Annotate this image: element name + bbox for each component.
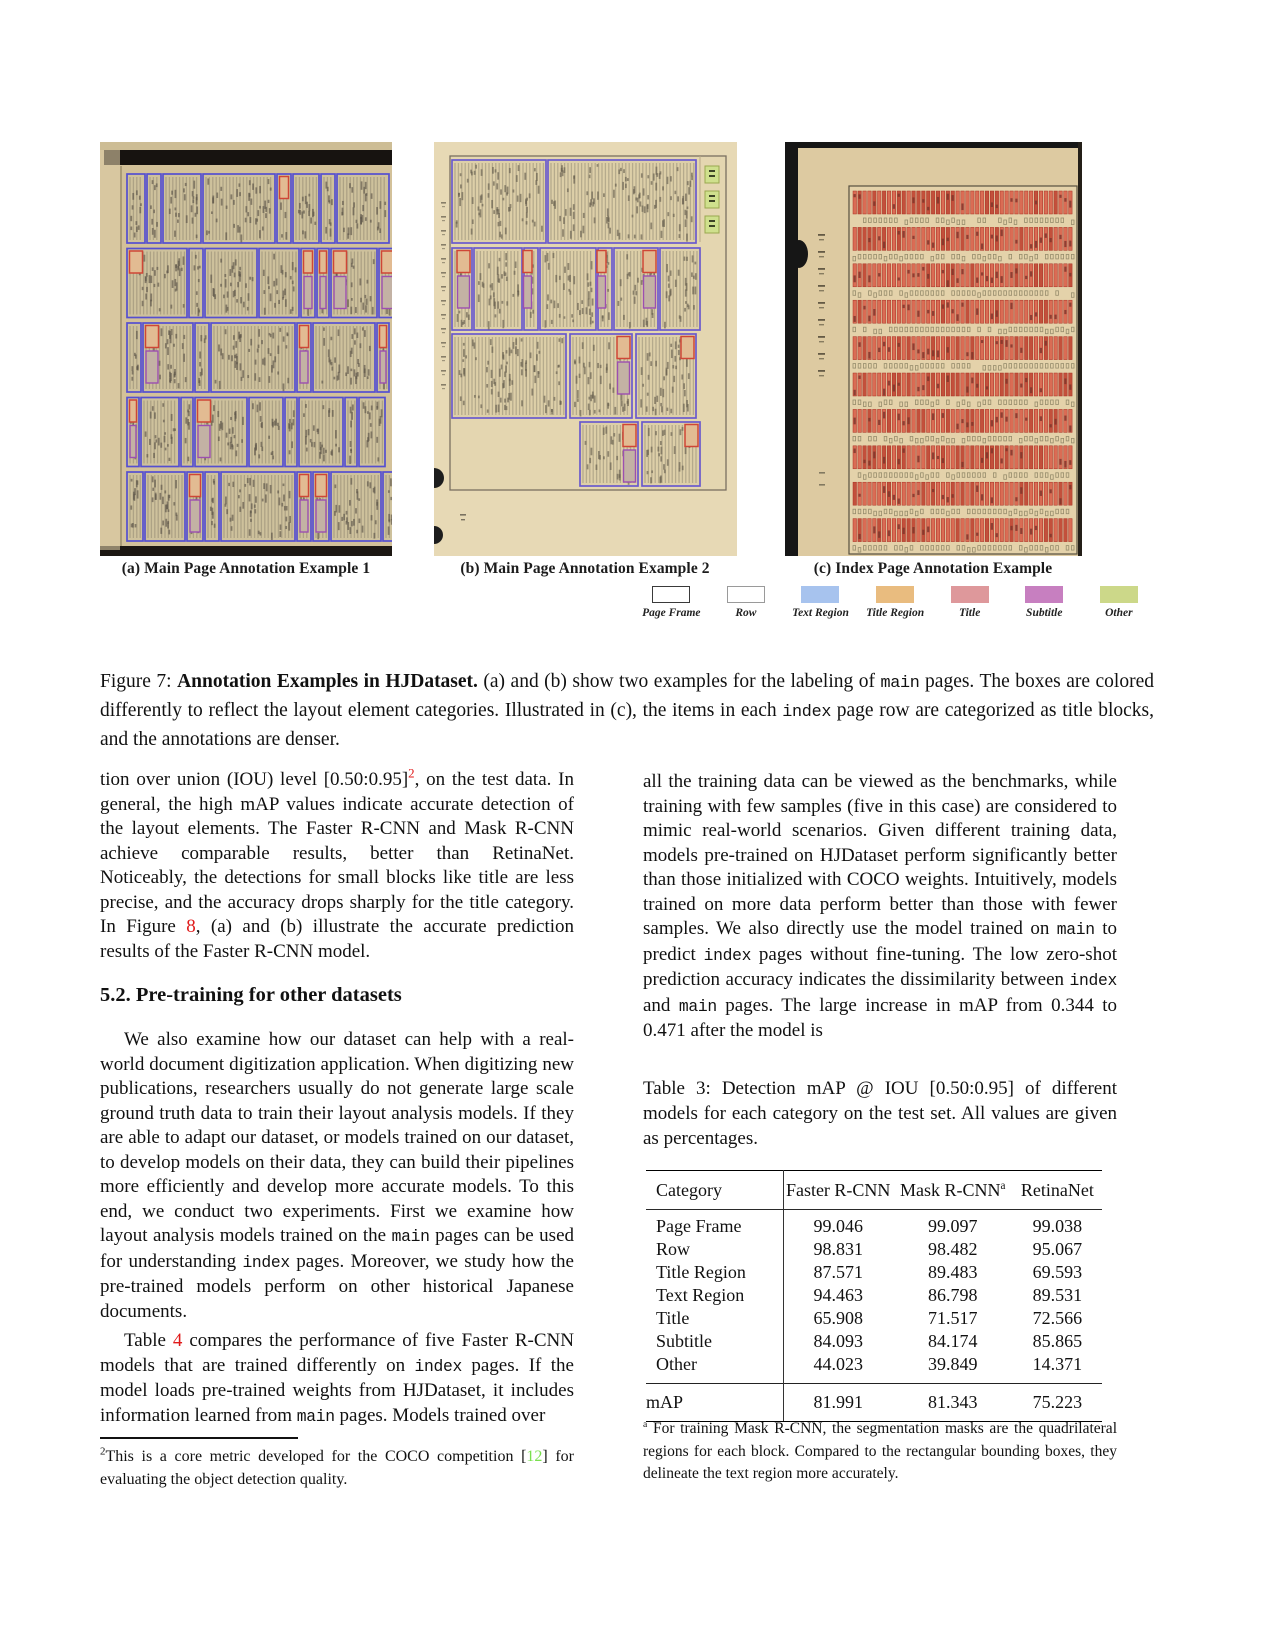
- legend-item: [634, 586, 709, 619]
- legend-item: [932, 586, 1007, 619]
- ref-link[interactable]: 8: [186, 916, 196, 937]
- legend-label: Subtitle: [1026, 607, 1063, 619]
- table-cell: 89.531: [1032, 1285, 1083, 1305]
- table-header-row: [646, 1171, 1102, 1210]
- legend-label: Title: [959, 607, 981, 619]
- table-cell: 71.517: [927, 1308, 978, 1328]
- section-heading: 5.2. Pre-training for other datasets: [100, 984, 402, 1006]
- legend-swatch: [727, 586, 765, 603]
- subcaption-a: (a) Main Page Annotation Example 1: [121, 560, 371, 577]
- table-cell: 94.463: [813, 1285, 863, 1305]
- table-cell: 85.865: [1032, 1331, 1083, 1351]
- table-cell: mAP: [646, 1384, 783, 1422]
- table-header-cell: Mask R-CNN$^a$: [893, 1171, 1013, 1210]
- legend-item: [1082, 586, 1157, 619]
- table-cell: 86.798: [927, 1285, 978, 1305]
- table-cell: 87.571: [813, 1262, 863, 1282]
- table-row: [646, 1210, 1102, 1239]
- table-cell: 44.023: [813, 1354, 863, 1374]
- table-cell: 81.991: [783, 1384, 892, 1422]
- table-cell: 99.097: [927, 1216, 978, 1236]
- table-header-cell: Faster R-CNN: [783, 1171, 892, 1210]
- body-paragraph: Table 4 compares the performance of five Faster R-CNN models that are trained differently on index pages. If the model loads pre-trained weights from HJDataset, it includes information learned from main pages. Models trained over: [100, 1330, 574, 1426]
- table-row: [646, 1238, 1102, 1261]
- table-cell: 98.831: [813, 1239, 863, 1259]
- legend-swatch: [1025, 586, 1063, 603]
- figure-image-main-page-example-2: [434, 142, 737, 556]
- table-cell: Text Region: [646, 1284, 783, 1307]
- table-cell: 14.371: [1032, 1354, 1083, 1374]
- table-row: [646, 1261, 1102, 1284]
- footnote-rule: [100, 1437, 298, 1439]
- table-header-cell: Category: [646, 1171, 783, 1210]
- legend-label: Row: [735, 607, 757, 619]
- table-cell: Title Region: [646, 1261, 783, 1284]
- legend-label: Title Region: [866, 607, 925, 619]
- footnote: $^2$This is a core metric developed for the COCO competition [12] for evaluating the object detection quality.: [100, 1445, 575, 1488]
- legend-swatch: [951, 586, 989, 603]
- body-paragraph: tion over union (IOU) level [0.50:0.95]$^2$, on the test data. In general, the high mAP values indicate accurate detection of the layout elements. The Faster R-CNN and Mask R-CNN achieve comparable results, better than RetinaNet. Noticeably, the detections for small blocks like title are less precise, and the accuracy drops sharply for the title category. In Figure 8, (a) and (b) illustrate the accurate prediction results of the Faster R-CNN model.: [100, 765, 575, 962]
- table-cell: 89.483: [927, 1262, 978, 1282]
- table-row: [646, 1353, 1102, 1384]
- table-cell: 69.593: [1032, 1262, 1083, 1282]
- table-footnote: $^a$ For training Mask R-CNN, the segmentation masks are the quadrilateral regions for each block. Compared to the rectangular bounding boxes, they delineate the text region more accurately.: [643, 1418, 1117, 1482]
- table-cell: 84.174: [927, 1331, 978, 1351]
- table-row: [646, 1307, 1102, 1330]
- body-paragraph: We also examine how our dataset can help with a real-world document digitization application. When digitizing new publications, researchers usually do not generate large scale ground truth data to train their layout analysis models. If they are able to adapt our dataset, or models trained on our dataset, to develop models on their data, they can build their pipelines more efficiently and develop more accurate models. To this end, we conduct two experiments. First we examine how layout analysis models trained on the main pages can be used for understanding index pages. Moreover, we study how the pre-trained models perform on other historical Japanese documents.: [100, 1029, 574, 1322]
- ref-link[interactable]: 4: [172, 1330, 183, 1351]
- table-caption: Table 3: Detection mAP @ IOU [0.50:0.95] of different models for each category on the test set. All values are given as percentages.: [643, 1078, 1117, 1149]
- figure-legend: [634, 586, 1156, 619]
- table-map-row: [646, 1384, 1102, 1422]
- table-cell: 84.093: [813, 1331, 863, 1351]
- legend-item: [1007, 586, 1082, 619]
- legend-label: Page Frame: [642, 607, 701, 619]
- legend-item: [783, 586, 858, 619]
- table-cell: 95.067: [1032, 1239, 1083, 1259]
- table-cell: Title: [646, 1307, 783, 1330]
- table-row: [646, 1330, 1102, 1353]
- table-cell: 99.038: [1032, 1216, 1083, 1236]
- legend-swatch: [801, 586, 839, 603]
- table-cell: 39.849: [927, 1354, 978, 1374]
- table-cell: Subtitle: [646, 1330, 783, 1353]
- body-paragraph: all the training data can be viewed as the benchmarks, while training with few samples (five in this case) are considered to mimic real-world scenarios. Given different training data, models pre-trained on HJDataset perform significantly better than those initialized with COCO weights. Intuitively, models trained on more data perform better than those with fewer samples. We also directly use the model trained on main to predict index pages without fine-tuning. The low zero-shot prediction accuracy indicates the dissimilarity between index and main pages. The large increase in mAP from 0.344 to 0.471 after the model is: [643, 771, 1117, 1041]
- figure-image-index-page-example: [785, 142, 1082, 556]
- figure-image-main-page-example-1: [100, 142, 392, 556]
- figure-caption: Figure 7: Annotation Examples in HJDataset. (a) and (b) show two examples for the labeling of main pages. The boxes are colored differently to reflect the layout element categories. Illustrated in (c), the items in each index page row are categorized as title blocks, and the annotations are denser.: [100, 671, 1154, 750]
- table-cell: Other: [646, 1353, 783, 1384]
- table-header-cell: RetinaNet: [1013, 1171, 1102, 1210]
- legend-swatch: [876, 586, 914, 603]
- legend-item: [858, 586, 933, 619]
- table-cell: 72.566: [1032, 1308, 1083, 1328]
- legend-label: Text Region: [792, 607, 849, 619]
- table-cell: 98.482: [927, 1239, 978, 1259]
- subcaption-c: (c) Index Page Annotation Example: [813, 560, 1053, 577]
- table-cell: 81.343: [893, 1384, 1013, 1422]
- table-cell: Row: [646, 1238, 783, 1261]
- subcaption-b: (b) Main Page Annotation Example 2: [460, 560, 710, 577]
- legend-item: [709, 586, 784, 619]
- citation-link[interactable]: 12: [526, 1448, 543, 1465]
- table-row: [646, 1284, 1102, 1307]
- table3: [646, 1170, 1102, 1422]
- table-cell: 75.223: [1013, 1384, 1102, 1422]
- legend-label: Other: [1105, 607, 1133, 619]
- legend-swatch: [1100, 586, 1138, 603]
- table-cell: Page Frame: [646, 1210, 783, 1239]
- legend-swatch: [652, 586, 690, 603]
- table-cell: 65.908: [813, 1308, 863, 1328]
- table-cell: 99.046: [813, 1216, 863, 1236]
